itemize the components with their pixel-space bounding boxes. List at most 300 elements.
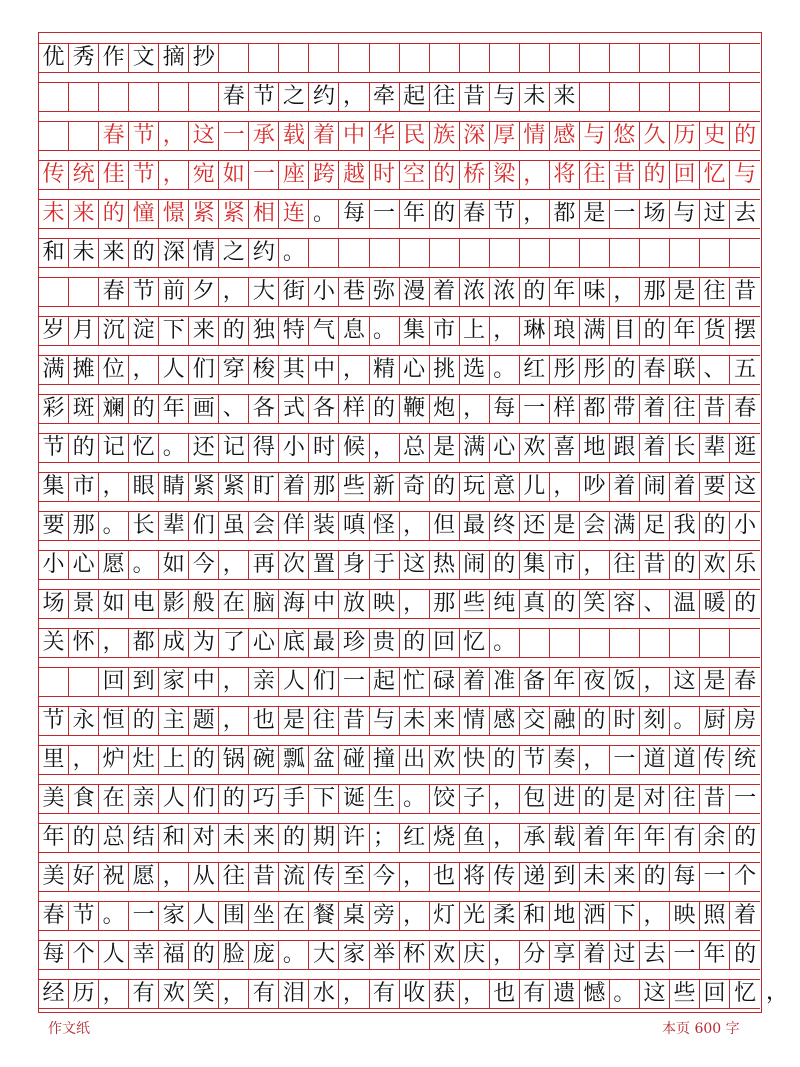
grid-cell: 嗔 bbox=[339, 512, 369, 540]
grid-cell bbox=[39, 278, 69, 306]
grid-cell: 景 bbox=[69, 590, 99, 618]
grid-cell: 往 bbox=[219, 863, 249, 891]
grid-cell: 碰 bbox=[339, 746, 369, 774]
grid-cell: 的 bbox=[700, 512, 730, 540]
grid-cell: 往 bbox=[580, 161, 610, 189]
grid-cell: 节 bbox=[129, 161, 159, 189]
grid-cell: 春 bbox=[734, 396, 757, 421]
grid-cell: ， bbox=[219, 668, 249, 696]
grid-cell: 锅 bbox=[219, 746, 249, 774]
grid-cell: 历 bbox=[69, 980, 99, 1008]
grid-cell: 有 bbox=[249, 980, 279, 1008]
grid-row bbox=[39, 316, 760, 346]
grid-cell: 昔 bbox=[734, 279, 757, 304]
grid-cell: 来 bbox=[249, 824, 279, 852]
grid-cell: 忆 bbox=[460, 629, 490, 657]
grid-cell: 总 bbox=[99, 824, 129, 852]
grid-cell: 次 bbox=[279, 551, 309, 579]
grid-cell: 抄 bbox=[189, 44, 219, 72]
grid-cell: ， bbox=[339, 980, 369, 1008]
grid-cell: 交 bbox=[520, 707, 550, 735]
grid-cell: 一 bbox=[370, 200, 400, 228]
grid-cell: 跟 bbox=[610, 434, 640, 462]
grid-row bbox=[39, 784, 760, 814]
grid-cell: 中 bbox=[339, 122, 369, 150]
grid-cell: 与 bbox=[370, 707, 400, 735]
grid-cell: 灶 bbox=[129, 746, 159, 774]
grid-cell: 的 bbox=[430, 161, 460, 189]
grid-cell bbox=[580, 83, 610, 111]
grid-cell: 未 bbox=[39, 200, 69, 228]
grid-cell: 映 bbox=[670, 902, 700, 930]
grid-cell: 辈 bbox=[700, 434, 730, 462]
grid-cell: 、 bbox=[700, 356, 730, 384]
grid-cell: 春 bbox=[640, 356, 670, 384]
grid-cell: 桌 bbox=[339, 902, 369, 930]
grid-cell: 欢 bbox=[159, 980, 189, 1008]
grid-cell: 一 bbox=[249, 161, 279, 189]
grid-cell: 逛 bbox=[734, 435, 757, 460]
grid-cell: 着 bbox=[430, 278, 460, 306]
grid-cell bbox=[309, 44, 339, 72]
grid-cell: 岁 bbox=[39, 317, 69, 345]
grid-cell: 有 bbox=[520, 980, 550, 1008]
grid-cell: 其 bbox=[279, 356, 309, 384]
grid-cell: 长 bbox=[670, 434, 700, 462]
grid-cell bbox=[580, 239, 610, 267]
grid-cell: 节 bbox=[129, 122, 159, 150]
grid-cell: 来 bbox=[189, 317, 219, 345]
grid-cell: 。 bbox=[99, 902, 129, 930]
grid-cell bbox=[670, 629, 700, 657]
grid-cell: 笑 bbox=[580, 590, 610, 618]
grid-cell: 这 bbox=[670, 668, 700, 696]
grid-row bbox=[39, 199, 760, 229]
grid-cell bbox=[460, 239, 490, 267]
grid-cell: 有 bbox=[670, 824, 700, 852]
grid-cell: 连 bbox=[279, 200, 309, 228]
grid-cell bbox=[640, 239, 670, 267]
grid-cell: 。 bbox=[610, 980, 640, 1008]
grid-cell: 节 bbox=[129, 278, 159, 306]
grid-cell: 节 bbox=[39, 707, 69, 735]
grid-cell: 时 bbox=[370, 161, 400, 189]
grid-cell: 心 bbox=[69, 551, 99, 579]
grid-cell: 年 bbox=[400, 200, 430, 228]
grid-cell: 沉 bbox=[99, 317, 129, 345]
grid-cell bbox=[670, 44, 700, 72]
grid-cell: 联 bbox=[670, 356, 700, 384]
grid-cell: 许 bbox=[339, 824, 369, 852]
grid-cell: 过 bbox=[700, 200, 730, 228]
grid-cell: 碌 bbox=[430, 668, 460, 696]
grid-cell: 大 bbox=[309, 941, 339, 969]
grid-cell: 都 bbox=[580, 395, 610, 423]
grid-cell: 载 bbox=[279, 122, 309, 150]
grid-cell: 约 bbox=[249, 239, 279, 267]
grid-cell: 收 bbox=[400, 980, 430, 1008]
grid-cell: 未 bbox=[580, 863, 610, 891]
grid-cell: 珍 bbox=[339, 629, 369, 657]
grid-cell: 有 bbox=[129, 980, 159, 1008]
grid-cell: 憬 bbox=[159, 200, 189, 228]
grid-cell: 巧 bbox=[249, 785, 279, 813]
grid-cell bbox=[309, 239, 339, 267]
grid-cell bbox=[700, 239, 730, 267]
grid-cell: ， bbox=[400, 863, 430, 891]
grid-cell: 儿 bbox=[520, 473, 550, 501]
grid-cell: 会 bbox=[249, 512, 279, 540]
grid-cell: 画 bbox=[189, 395, 219, 423]
grid-cell bbox=[730, 83, 760, 111]
grid-cell: 盯 bbox=[249, 473, 279, 501]
grid-cell: 置 bbox=[309, 551, 339, 579]
grid-cell: 从 bbox=[189, 863, 219, 891]
grid-cell: 和 bbox=[520, 902, 550, 930]
grid-cell: 脸 bbox=[219, 941, 249, 969]
grid-cell: 里 bbox=[39, 746, 69, 774]
grid-cell: 宛 bbox=[189, 161, 219, 189]
grid-cell: ， bbox=[99, 629, 129, 657]
grid-cell: 一 bbox=[670, 941, 700, 969]
grid-cell: 一 bbox=[700, 863, 730, 891]
grid-row bbox=[39, 394, 760, 424]
grid-cell: 碗 bbox=[249, 746, 279, 774]
grid-cell: 昔 bbox=[249, 863, 279, 891]
grid-cell: 昔 bbox=[640, 551, 670, 579]
grid-cell: 往 bbox=[700, 278, 730, 306]
grid-cell: 秀 bbox=[69, 44, 99, 72]
grid-cell: 巷 bbox=[339, 278, 369, 306]
grid-cell: 挑 bbox=[430, 356, 460, 384]
grid-cell: 年 bbox=[550, 668, 580, 696]
grid-cell: ， bbox=[370, 434, 400, 462]
grid-cell: 斓 bbox=[99, 395, 129, 423]
grid-cell: 也 bbox=[249, 707, 279, 735]
grid-cell: ， bbox=[99, 473, 129, 501]
grid-cell: 带 bbox=[610, 395, 640, 423]
grid-cell: 还 bbox=[189, 434, 219, 462]
grid-cell: 佳 bbox=[99, 161, 129, 189]
grid-cell: ， bbox=[490, 317, 520, 345]
grid-cell: 昔 bbox=[339, 707, 369, 735]
grid-cell: 睛 bbox=[159, 473, 189, 501]
grid-cell: 市 bbox=[550, 551, 580, 579]
grid-cell: 传 bbox=[490, 863, 520, 891]
grid-cell: 载 bbox=[550, 824, 580, 852]
grid-cell: 脑 bbox=[249, 590, 279, 618]
grid-cell: 未 bbox=[520, 83, 550, 111]
grid-cell: 年 bbox=[700, 941, 730, 969]
grid-cell: 一 bbox=[219, 122, 249, 150]
grid-cell: 幸 bbox=[129, 941, 159, 969]
grid-cell: 那 bbox=[430, 590, 460, 618]
grid-cell: 中 bbox=[309, 590, 339, 618]
grid-cell: 如 bbox=[159, 551, 189, 579]
grid-cell: 小 bbox=[39, 551, 69, 579]
grid-cell: 情 bbox=[520, 122, 550, 150]
grid-cell: 座 bbox=[279, 161, 309, 189]
grid-cell: 一 bbox=[339, 668, 369, 696]
grid-cell: 摆 bbox=[734, 318, 757, 343]
grid-cell: 着 bbox=[640, 395, 670, 423]
grid-cell: 和 bbox=[39, 239, 69, 267]
grid-cell: 围 bbox=[219, 902, 249, 930]
grid-cell: ， bbox=[339, 356, 369, 384]
grid-cell: 与 bbox=[580, 122, 610, 150]
grid-cell: 道 bbox=[640, 746, 670, 774]
grid-cell: 那 bbox=[69, 512, 99, 540]
grid-cell: 旁 bbox=[370, 902, 400, 930]
grid-cell: 对 bbox=[640, 785, 670, 813]
grid-cell bbox=[400, 44, 430, 72]
grid-cell: 盆 bbox=[309, 746, 339, 774]
grid-cell: 身 bbox=[339, 551, 369, 579]
grid-cell: 下 bbox=[610, 902, 640, 930]
grid-cell: 欢 bbox=[700, 551, 730, 579]
grid-cell: 街 bbox=[279, 278, 309, 306]
grid-cell: 那 bbox=[640, 278, 670, 306]
grid-cell: 递 bbox=[520, 863, 550, 891]
grid-cell: 出 bbox=[400, 746, 430, 774]
grid-cell: 心 bbox=[400, 356, 430, 384]
grid-cell: 春 bbox=[39, 902, 69, 930]
grid-cell bbox=[640, 44, 670, 72]
grid-cell bbox=[700, 44, 730, 72]
grid-cell: 昔 bbox=[700, 785, 730, 813]
grid-cell: 海 bbox=[279, 590, 309, 618]
grid-cell: 回 bbox=[670, 161, 700, 189]
grid-cell: 来 bbox=[430, 707, 460, 735]
grid-cell: 装 bbox=[309, 512, 339, 540]
grid-cell: 的 bbox=[580, 707, 610, 735]
grid-cell: 吵 bbox=[580, 473, 610, 501]
grid-cell: 着 bbox=[309, 122, 339, 150]
grid-cell: 之 bbox=[219, 239, 249, 267]
grid-cell: 到 bbox=[550, 863, 580, 891]
grid-cell bbox=[460, 44, 490, 72]
grid-cell: 斑 bbox=[69, 395, 99, 423]
grid-cell: 这 bbox=[189, 122, 219, 150]
grid-cell: 的 bbox=[580, 785, 610, 813]
grid-cell: 。 bbox=[159, 434, 189, 462]
grid-cell: 辈 bbox=[159, 512, 189, 540]
grid-cell: 也 bbox=[490, 980, 520, 1008]
grid-cell: 些 bbox=[339, 473, 369, 501]
grid-cell: 厚 bbox=[490, 122, 520, 150]
grid-cell: 们 bbox=[189, 356, 219, 384]
grid-cell: 人 bbox=[159, 785, 189, 813]
grid-cell: 手 bbox=[279, 785, 309, 813]
grid-cell: 优 bbox=[39, 44, 69, 72]
grid-row bbox=[39, 550, 760, 580]
grid-cell: 琳 bbox=[520, 317, 550, 345]
grid-cell bbox=[370, 44, 400, 72]
grid-row bbox=[39, 472, 760, 502]
grid-cell: 往 bbox=[430, 83, 460, 111]
grid-cell: ， bbox=[99, 980, 129, 1008]
grid-cell: 着 bbox=[580, 941, 610, 969]
grid-cell: 的 bbox=[430, 200, 460, 228]
grid-row bbox=[39, 745, 760, 775]
grid-cell: 笑 bbox=[189, 980, 219, 1008]
grid-cell: 节 bbox=[490, 200, 520, 228]
grid-cell: 长 bbox=[129, 512, 159, 540]
grid-cell: 紧 bbox=[219, 473, 249, 501]
grid-cell bbox=[430, 239, 460, 267]
grid-cell: 中 bbox=[309, 356, 339, 384]
grid-cell: 餐 bbox=[309, 902, 339, 930]
grid-cell: 紧 bbox=[189, 473, 219, 501]
grid-cell: 道 bbox=[670, 746, 700, 774]
grid-cell: 准 bbox=[490, 668, 520, 696]
grid-cell: 节 bbox=[69, 902, 99, 930]
grid-cell: 来 bbox=[550, 83, 580, 111]
grid-cell: 真 bbox=[520, 590, 550, 618]
grid-cell: 福 bbox=[159, 941, 189, 969]
grid-cell: 期 bbox=[309, 824, 339, 852]
grid-cell: 的 bbox=[129, 239, 159, 267]
grid-cell: ， bbox=[400, 590, 430, 618]
grid-cell: 诞 bbox=[339, 785, 369, 813]
grid-cell: 的 bbox=[400, 629, 430, 657]
grid-cell: 奏 bbox=[550, 746, 580, 774]
grid-cell bbox=[279, 44, 309, 72]
grid-row bbox=[39, 628, 760, 658]
grid-cell: 节 bbox=[39, 434, 69, 462]
grid-cell: 饭 bbox=[610, 668, 640, 696]
grid-cell: 照 bbox=[700, 902, 730, 930]
grid-cell: 彤 bbox=[550, 356, 580, 384]
grid-cell: 货 bbox=[700, 317, 730, 345]
grid-cell bbox=[249, 44, 279, 72]
grid-cell: 承 bbox=[520, 824, 550, 852]
grid-cell: 炮 bbox=[430, 395, 460, 423]
grid-cell: 纯 bbox=[490, 590, 520, 618]
grid-cell: 起 bbox=[370, 668, 400, 696]
grid-cell bbox=[129, 83, 159, 111]
grid-cell: 的 bbox=[219, 785, 249, 813]
overflow-punctuation: ， bbox=[766, 980, 789, 1005]
grid-row bbox=[39, 121, 760, 151]
grid-cell bbox=[39, 83, 69, 111]
grid-cell: ， bbox=[219, 707, 249, 735]
grid-cell: 着 bbox=[610, 473, 640, 501]
grid-cell: 历 bbox=[670, 122, 700, 150]
grid-cell: 未 bbox=[400, 707, 430, 735]
grid-cell bbox=[610, 629, 640, 657]
grid-cell: 将 bbox=[550, 161, 580, 189]
grid-cell: 容 bbox=[610, 590, 640, 618]
grid-cell: 浓 bbox=[490, 278, 520, 306]
grid-cell: ， bbox=[520, 200, 550, 228]
grid-cell: 烧 bbox=[430, 824, 460, 852]
grid-cell: 影 bbox=[159, 590, 189, 618]
grid-cell bbox=[580, 44, 610, 72]
grid-cell bbox=[490, 44, 520, 72]
grid-cell: 小 bbox=[279, 434, 309, 462]
grid-cell: ， bbox=[129, 356, 159, 384]
grid-cell: 人 bbox=[189, 902, 219, 930]
grid-cell bbox=[339, 239, 369, 267]
grid-cell: 空 bbox=[400, 161, 430, 189]
grid-cell: 的 bbox=[550, 590, 580, 618]
grid-cell: 在 bbox=[279, 902, 309, 930]
grid-cell: 越 bbox=[339, 161, 369, 189]
grid-cell: 坐 bbox=[249, 902, 279, 930]
grid-cell: 亲 bbox=[129, 785, 159, 813]
grid-cell bbox=[69, 83, 99, 111]
grid-cell: 温 bbox=[670, 590, 700, 618]
grid-cell: 的 bbox=[219, 317, 249, 345]
grid-cell: 地 bbox=[550, 902, 580, 930]
grid-cell: 是 bbox=[430, 434, 460, 462]
grid-cell: 场 bbox=[640, 200, 670, 228]
grid-cell: 统 bbox=[69, 161, 99, 189]
grid-cell: 怪 bbox=[370, 512, 400, 540]
grid-cell: 们 bbox=[189, 512, 219, 540]
grid-cell bbox=[730, 239, 760, 267]
grid-cell: ， bbox=[490, 941, 520, 969]
grid-cell: 红 bbox=[400, 824, 430, 852]
grid-cell: ， bbox=[490, 824, 520, 852]
grid-cell: 忆 bbox=[129, 434, 159, 462]
grid-row bbox=[39, 82, 760, 112]
grid-cell bbox=[550, 239, 580, 267]
grid-cell: 紧 bbox=[189, 200, 219, 228]
grid-cell: 场 bbox=[39, 590, 69, 618]
grid-cell: 桥 bbox=[460, 161, 490, 189]
grid-cell: 。 bbox=[309, 200, 339, 228]
grid-row bbox=[39, 979, 760, 1009]
grid-cell: 年 bbox=[39, 824, 69, 852]
grid-cell: 贵 bbox=[370, 629, 400, 657]
grid-cell: 族 bbox=[430, 122, 460, 150]
grid-cell: 位 bbox=[99, 356, 129, 384]
grid-cell bbox=[670, 83, 700, 111]
grid-cell: 夜 bbox=[580, 668, 610, 696]
grid-cell: 光 bbox=[460, 902, 490, 930]
grid-cell bbox=[550, 629, 580, 657]
grid-cell: 集 bbox=[39, 473, 69, 501]
grid-cell: 炉 bbox=[99, 746, 129, 774]
grid-cell: 五 bbox=[734, 357, 757, 382]
grid-cell: 摊 bbox=[69, 356, 99, 384]
grid-cell: 如 bbox=[99, 590, 129, 618]
grid-cell: ， bbox=[219, 551, 249, 579]
grid-cell: 传 bbox=[700, 746, 730, 774]
grid-cell: 每 bbox=[339, 200, 369, 228]
grid-cell: 个 bbox=[69, 941, 99, 969]
grid-cell: 结 bbox=[129, 824, 159, 852]
grid-cell: 成 bbox=[159, 629, 189, 657]
grid-cell: 每 bbox=[670, 863, 700, 891]
grid-cell: 起 bbox=[400, 83, 430, 111]
grid-cell: 电 bbox=[129, 590, 159, 618]
grid-cell: 一 bbox=[610, 200, 640, 228]
grid-cell: 再 bbox=[249, 551, 279, 579]
grid-cell: 琅 bbox=[550, 317, 580, 345]
grid-cell: ， bbox=[580, 746, 610, 774]
grid-cell: 进 bbox=[550, 785, 580, 813]
grid-cell: 快 bbox=[460, 746, 490, 774]
grid-cell: 和 bbox=[159, 824, 189, 852]
grid-cell: 家 bbox=[159, 668, 189, 696]
grid-cell: 要 bbox=[700, 473, 730, 501]
grid-cell: 回 bbox=[700, 980, 730, 1008]
grid-cell: ， bbox=[490, 785, 520, 813]
grid-cell: 每 bbox=[490, 395, 520, 423]
